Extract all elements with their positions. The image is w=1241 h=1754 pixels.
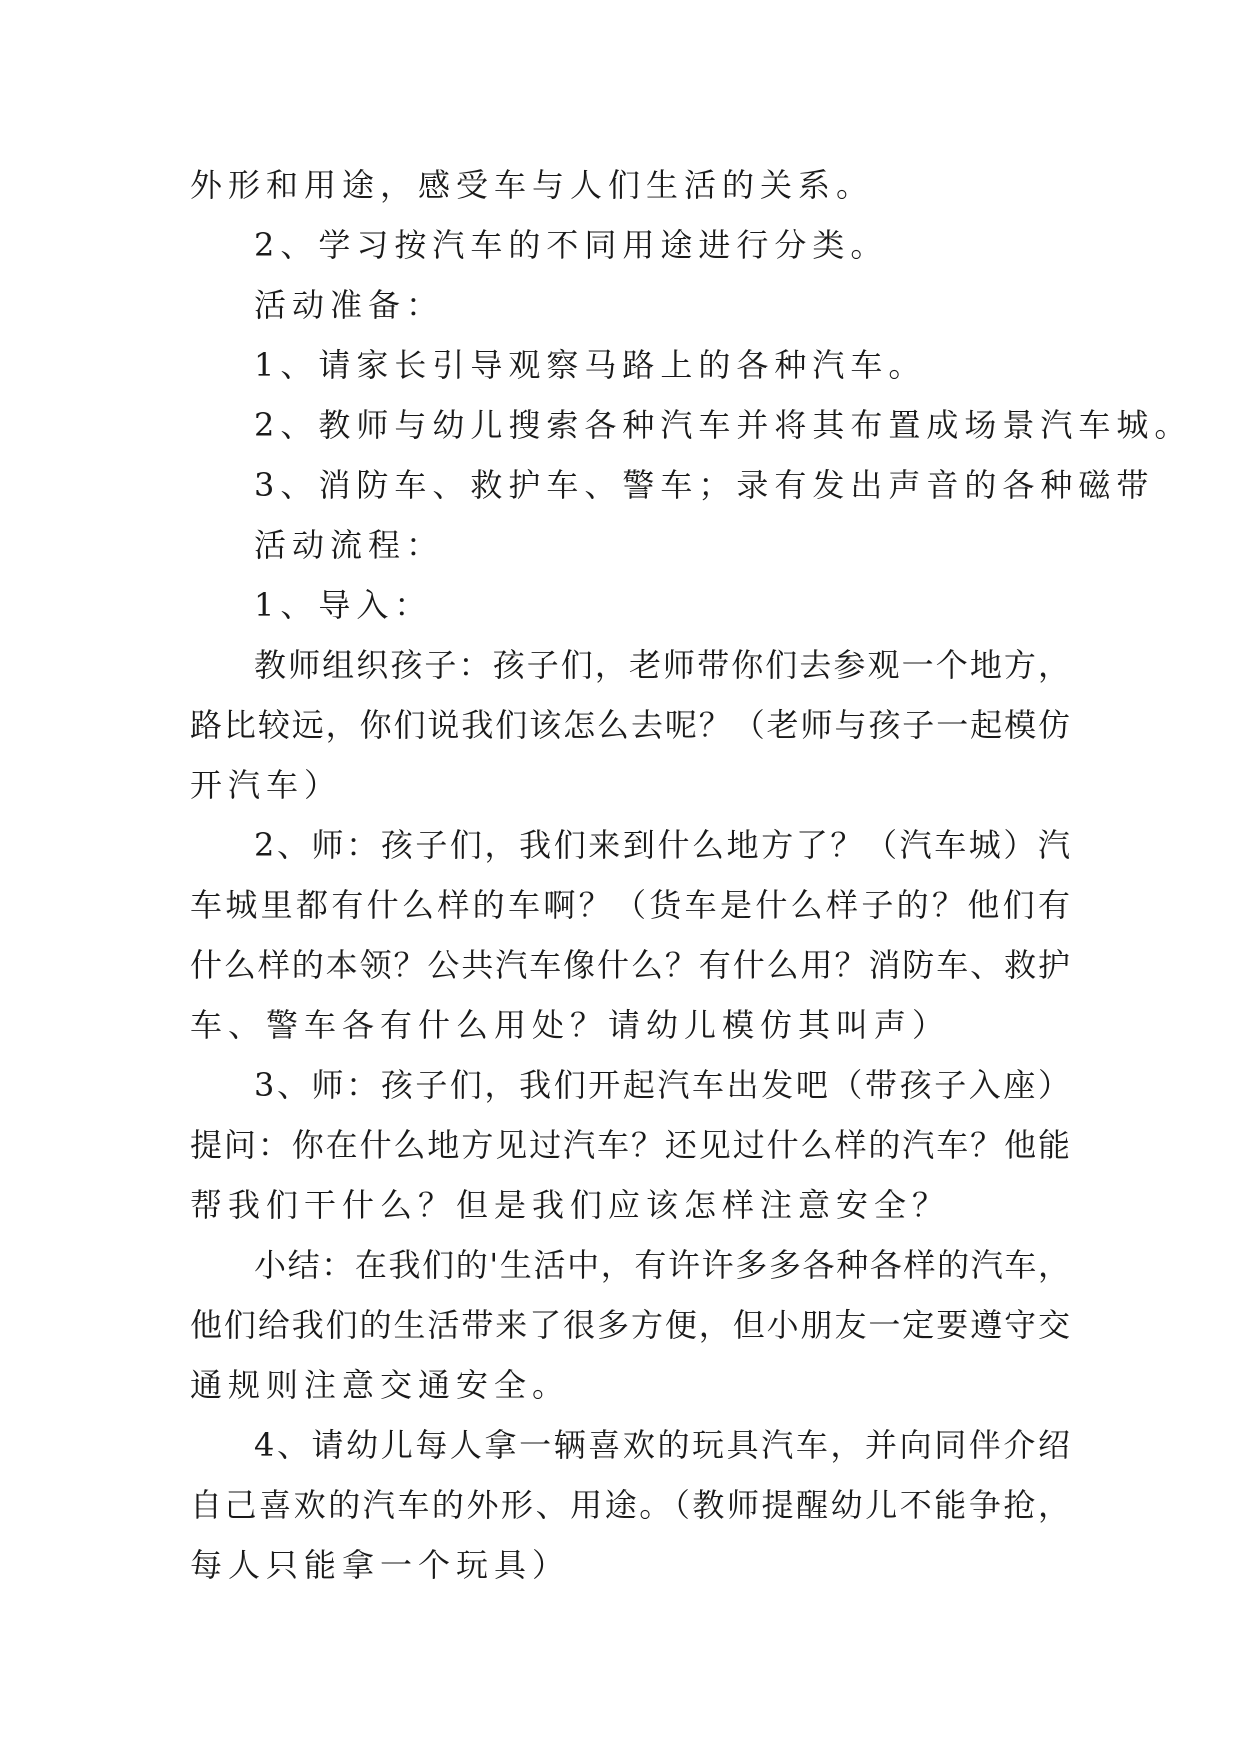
text-line: 1、请家长引导观察马路上的各种汽车。 [254, 346, 927, 384]
text-line: 1、导入： [254, 586, 433, 624]
text-line: 开汽车） [190, 766, 343, 804]
text-line: 每人只能拿一个玩具） [190, 1546, 571, 1584]
text-line: 自己喜欢的汽车的外形、用途。（教师提醒幼儿不能争抢， [190, 1486, 1070, 1524]
text-line: 什么样的本领？公共汽车像什么？有什么用？消防车、救护 [190, 946, 1070, 984]
text-line: 外形和用途，感受车与人们生活的关系。 [190, 166, 875, 204]
text-line: 车、警车各有什么用处？请幼儿模仿其叫声） [190, 1006, 951, 1044]
section-heading: 活动准备： [254, 286, 445, 324]
text-line: 帮我们干什么？但是我们应该怎样注意安全？ [190, 1186, 951, 1224]
text-line: 教师组织孩子：孩子们，老师带你们去参观一个地方， [254, 646, 1070, 684]
text-line: 小结：在我们的'生活中，有许许多多各种各样的汽车， [254, 1246, 1070, 1284]
text-line: 他们给我们的生活带来了很多方便，但小朋友一定要遵守交 [190, 1306, 1070, 1344]
text-line: 通规则注意交通安全。 [190, 1366, 571, 1404]
text-line: 3、师：孩子们，我们开起汽车出发吧（带孩子入座） [254, 1066, 1070, 1104]
text-line: 2、学习按汽车的不同用途进行分类。 [254, 226, 889, 264]
text-line: 路比较远，你们说我们该怎么去呢？（老师与孩子一起模仿 [190, 706, 1070, 744]
section-heading: 活动流程： [254, 526, 445, 564]
text-line: 2、师：孩子们，我们来到什么地方了？（汽车城）汽 [254, 826, 1070, 864]
text-line: 车城里都有什么样的车啊？（货车是什么样子的？他们有 [190, 886, 1070, 924]
text-line: 提问：你在什么地方见过汽车？还见过什么样的汽车？他能 [190, 1126, 1070, 1164]
text-line: 4、请幼儿每人拿一辆喜欢的玩具汽车，并向同伴介绍 [254, 1426, 1070, 1464]
text-line: 2、教师与幼儿搜索各种汽车并将其布置成场景汽车城。 [254, 406, 1193, 444]
text-line: 3、消防车、救护车、警车；录有发出声音的各种磁带 [254, 466, 1155, 504]
